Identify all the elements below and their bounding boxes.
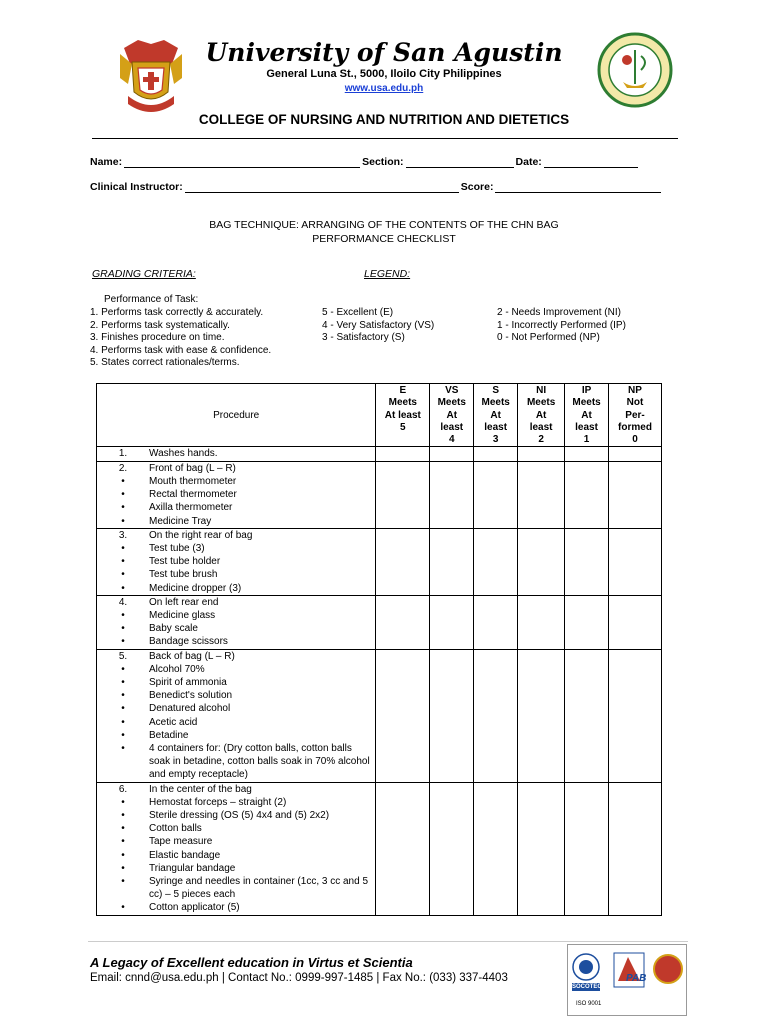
step-text: Syringe and needles in container (1cc, 3 cc and 5 cc) – 5 pieces each: [149, 875, 369, 901]
step-text: Test tube brush: [149, 569, 218, 581]
rating-cell[interactable]: [609, 782, 662, 915]
rating-cell[interactable]: [609, 461, 662, 528]
step-marker: •: [121, 796, 125, 808]
footer-motto: A Legacy of Excellent education in Virtus et Scientia: [90, 955, 413, 970]
rating-header-line: least: [484, 421, 508, 433]
step-marker: •: [121, 862, 125, 874]
procedure-step: [97, 702, 375, 715]
rating-cell[interactable]: [565, 595, 609, 649]
step-text: Test tube holder: [149, 556, 221, 568]
step-text: Cotton applicator (5): [149, 902, 240, 914]
rating-header-line: Meets: [481, 397, 510, 409]
header-divider: [92, 138, 678, 139]
rating-cell[interactable]: [430, 528, 474, 595]
rating-header-line: At: [535, 409, 547, 421]
step-text: Bandage scissors: [149, 636, 228, 648]
step-marker: 6.: [118, 783, 128, 795]
procedure-step: [97, 542, 375, 555]
step-text: Test tube (3): [149, 542, 205, 554]
legend-left-column: [322, 307, 434, 345]
step-text: Elastic bandage: [149, 849, 221, 861]
procedure-step: [97, 529, 375, 542]
rating-header-line: Meets: [526, 397, 556, 409]
grading-criteria-list: [90, 307, 271, 370]
legend-item: 1 - Incorrectly Performed (IP): [497, 319, 626, 331]
pab-label: PAB: [626, 973, 647, 984]
rating-cell[interactable]: [474, 649, 518, 782]
rating-cell[interactable]: [609, 447, 662, 461]
procedure-step: [97, 622, 375, 635]
rating-cell[interactable]: [430, 782, 474, 915]
certification-logos: [567, 944, 687, 1016]
step-marker: •: [121, 623, 125, 635]
procedure-step: [97, 501, 375, 514]
procedure-step: [97, 849, 375, 862]
step-marker: •: [121, 582, 125, 594]
step-marker: •: [121, 542, 125, 554]
rating-header-line: least: [529, 421, 553, 433]
university-name: University of San Agustin: [205, 38, 563, 67]
step-marker: •: [121, 823, 125, 835]
step-marker: •: [121, 809, 125, 821]
step-marker: •: [121, 902, 125, 914]
legend-item: 5 - Excellent (E): [322, 307, 394, 318]
step-text: Alcohol 70%: [149, 663, 205, 675]
rating-cell[interactable]: [376, 447, 430, 461]
university-address: General Luna St., 5000, Iloilo City Philippines: [266, 68, 502, 80]
step-text: Washes hands.: [149, 448, 218, 460]
procedure-step: [97, 475, 375, 488]
procedure-cell: [97, 447, 376, 461]
procedure-step: [97, 635, 375, 648]
grading-criteria-item: 5. States correct rationales/terms.: [90, 357, 240, 369]
rating-header-line: S: [492, 385, 500, 396]
step-marker: 3.: [118, 529, 128, 541]
procedure-step: [97, 822, 375, 835]
procedure-step: [97, 676, 375, 689]
procedure-cell: [97, 528, 376, 595]
legend-right-column: [497, 307, 626, 345]
footer-contact: Email: cnnd@usa.edu.ph | Contact No.: 0999-997-1485 | Fax No.: (033) 337-4403: [90, 972, 508, 984]
step-text: Hemostat forceps – straight (2): [149, 796, 287, 808]
step-text: On left rear end: [149, 596, 219, 608]
step-text: Mouth thermometer: [149, 475, 237, 487]
step-text: Medicine Tray: [149, 515, 212, 527]
step-marker: •: [121, 716, 125, 728]
step-text: Front of bag (L – R): [149, 462, 236, 474]
step-marker: •: [121, 836, 125, 848]
section-label: Section:: [362, 156, 404, 168]
step-marker: •: [121, 663, 125, 675]
rating-header-line: E: [399, 385, 407, 396]
rating-header-line: least: [440, 421, 464, 433]
instructor-score-row: [90, 181, 663, 193]
step-marker: •: [121, 690, 125, 702]
rating-cell[interactable]: [565, 447, 609, 461]
step-marker: •: [121, 636, 125, 648]
step-marker: •: [121, 515, 125, 527]
step-marker: 2.: [118, 462, 128, 474]
step-text: Betadine: [149, 729, 189, 741]
step-text: Sterile dressing (OS (5) 4x4 and (5) 2x2): [149, 809, 330, 821]
step-marker: •: [121, 502, 125, 514]
rating-cell[interactable]: [609, 528, 662, 595]
score-field[interactable]: [495, 182, 661, 193]
step-marker: •: [121, 849, 125, 861]
rating-cell[interactable]: [376, 595, 430, 649]
step-marker: •: [121, 489, 125, 501]
rating-column-header: [474, 384, 518, 447]
step-marker: •: [121, 875, 125, 887]
rating-header-line: IP: [581, 385, 592, 396]
table-row: [97, 649, 662, 782]
rating-header-line: 3: [492, 434, 499, 446]
rating-header-line: At: [490, 409, 501, 421]
grading-criteria-item: 2. Performs task systematically.: [90, 319, 230, 331]
step-marker: •: [121, 703, 125, 715]
rating-cell[interactable]: [474, 595, 518, 649]
college-seal-logo: [597, 32, 673, 108]
rating-header-line: Meets: [572, 397, 601, 409]
rating-header-line: formed: [618, 421, 652, 433]
step-text: Medicine dropper (3): [149, 582, 242, 594]
rating-cell[interactable]: [376, 528, 430, 595]
procedure-step: [97, 488, 375, 501]
college-name: COLLEGE OF NURSING AND NUTRITION AND DIETETICS: [198, 112, 570, 127]
rating-column-header: [430, 384, 474, 447]
legend-label: LEGEND:: [364, 268, 411, 280]
grading-criteria-item: 4. Performs task with ease & confidence.: [90, 344, 272, 356]
name-label: Name:: [90, 156, 123, 168]
procedure-step: [97, 809, 375, 822]
table-row: [97, 447, 662, 461]
rating-cell[interactable]: [609, 595, 662, 649]
procedure-step: [97, 835, 375, 848]
rating-cell[interactable]: [565, 782, 609, 915]
procedure-step: [97, 716, 375, 729]
procedure-step: [97, 862, 375, 875]
rating-cell[interactable]: [565, 528, 609, 595]
procedure-cell: [97, 461, 376, 528]
procedure-step: [97, 555, 375, 568]
rating-header-line: 4: [448, 434, 455, 446]
step-text: 4 containers for: (Dry cotton balls, cotton balls soak in betadine, cotton balls soak in 70% alcohol and empty receptacle): [149, 742, 370, 781]
checklist-title: [0, 218, 768, 246]
rating-header-line: 2: [538, 434, 544, 446]
table-row: [97, 595, 662, 649]
legend-item: 0 - Not Performed (NP): [497, 332, 600, 344]
rating-cell[interactable]: [474, 461, 518, 528]
step-marker: •: [121, 569, 125, 581]
rating-cell[interactable]: [474, 528, 518, 595]
rating-column-header: [376, 384, 430, 447]
rating-cell[interactable]: [376, 649, 430, 782]
procedure-cell: [97, 649, 376, 782]
step-marker: •: [121, 475, 125, 487]
procedure-step: [97, 447, 375, 460]
footer-divider: [88, 941, 688, 942]
rating-column-header: [565, 384, 609, 447]
university-website-link[interactable]: www.usa.edu.ph: [344, 83, 424, 94]
performance-checklist-table: [96, 383, 662, 916]
checklist-title-line2: PERFORMANCE CHECKLIST: [312, 233, 456, 245]
rating-cell[interactable]: [474, 782, 518, 915]
section-field[interactable]: [406, 157, 514, 168]
step-text: Cotton balls: [149, 823, 202, 835]
rating-cell[interactable]: [430, 595, 474, 649]
instructor-label: Clinical Instructor:: [90, 181, 183, 193]
step-marker: •: [121, 609, 125, 621]
rating-header-line: NP: [628, 385, 642, 396]
performance-heading: Performance of Task:: [104, 294, 199, 305]
table-row: [97, 528, 662, 595]
step-text: Denatured alcohol: [149, 703, 231, 715]
date-label: Date:: [515, 156, 542, 168]
rating-header-line: VS: [445, 385, 459, 396]
rating-header-line: Meets: [437, 397, 466, 409]
table-row: [97, 782, 662, 915]
procedure-cell: [97, 782, 376, 915]
grading-criteria-item: 1. Performs task correctly & accurately.: [90, 307, 264, 318]
procedure-step: [97, 596, 375, 609]
step-text: Acetic acid: [149, 716, 198, 728]
procedure-step: [97, 650, 375, 663]
table-row: [97, 461, 662, 528]
name-section-date-row: [90, 156, 640, 168]
procedure-step: [97, 796, 375, 809]
rating-column-header: [609, 384, 662, 447]
rating-cell[interactable]: [565, 461, 609, 528]
rating-header-line: NI: [536, 385, 547, 396]
grading-criteria-label: GRADING CRITERIA:: [92, 268, 196, 280]
score-label: Score:: [460, 181, 494, 193]
legend-item: 2 - Needs Improvement (NI): [497, 307, 621, 318]
rating-cell[interactable]: [518, 528, 565, 595]
procedure-step: [97, 729, 375, 742]
step-text: Back of bag (L – R): [149, 650, 235, 662]
rating-cell[interactable]: [376, 782, 430, 915]
procedure-step: [97, 568, 375, 581]
rating-header-line: least: [575, 421, 598, 433]
step-marker: •: [121, 729, 125, 741]
name-field[interactable]: [124, 157, 360, 168]
step-text: Benedict's solution: [149, 690, 233, 702]
date-field[interactable]: [544, 157, 638, 168]
step-marker: •: [121, 742, 125, 754]
iso-label: ISO 9001: [576, 1001, 602, 1007]
rating-column-header: [518, 384, 565, 447]
rating-header-line: Not: [626, 397, 644, 409]
rating-cell[interactable]: [430, 649, 474, 782]
rating-header-line: Per-: [625, 409, 645, 421]
step-text: Medicine glass: [149, 609, 216, 621]
rating-cell[interactable]: [518, 649, 565, 782]
procedure-step: [97, 783, 375, 796]
step-text: Axilla thermometer: [149, 502, 233, 514]
step-text: Spirit of ammonia: [149, 676, 227, 688]
rating-cell[interactable]: [518, 461, 565, 528]
rating-cell[interactable]: [474, 447, 518, 461]
table-header-row: [97, 384, 662, 447]
procedure-cell: [97, 595, 376, 649]
rating-header-line: At: [581, 409, 592, 421]
procedure-step: [97, 689, 375, 702]
step-text: Tape measure: [149, 836, 213, 848]
rating-header-line: At: [446, 409, 458, 421]
step-text: Baby scale: [149, 623, 198, 635]
rating-cell[interactable]: [430, 447, 474, 461]
rating-header-line: At least: [384, 409, 421, 421]
rating-header-line: Meets: [388, 397, 417, 409]
rating-header-line: 1: [583, 434, 590, 446]
procedure-step: [97, 875, 375, 901]
step-marker: 5.: [118, 650, 128, 662]
rating-cell[interactable]: [376, 461, 430, 528]
rating-cell[interactable]: [518, 782, 565, 915]
socotec-label: SOCOTEC: [572, 984, 602, 990]
step-text: In the center of the bag: [149, 783, 252, 795]
rating-cell[interactable]: [518, 595, 565, 649]
step-text: Rectal thermometer: [149, 489, 237, 501]
procedure-step: [97, 742, 375, 782]
step-marker: 4.: [118, 596, 128, 608]
step-marker: 1.: [118, 448, 128, 460]
instructor-field[interactable]: [185, 182, 459, 193]
legend-item: 4 - Very Satisfactory (VS): [322, 319, 435, 331]
step-marker: •: [121, 676, 125, 688]
procedure-step: [97, 462, 375, 475]
grading-criteria-item: 3. Finishes procedure on time.: [90, 332, 225, 344]
rating-cell[interactable]: [565, 649, 609, 782]
procedure-column-header: Procedure: [97, 384, 376, 447]
step-text: Triangular bandage: [149, 862, 236, 874]
rating-header-line: 0: [632, 434, 638, 446]
rating-cell[interactable]: [430, 461, 474, 528]
procedure-step: [97, 901, 375, 914]
procedure-step: [97, 515, 375, 528]
rating-cell[interactable]: [518, 447, 565, 461]
procedure-step: [97, 663, 375, 676]
procedure-step: [97, 609, 375, 622]
step-text: On the right rear of bag: [149, 529, 253, 541]
checklist-title-line1: BAG TECHNIQUE: ARRANGING OF THE CONTENTS OF THE CHN BAG: [209, 219, 559, 231]
procedure-step: [97, 582, 375, 595]
rating-header-line: 5: [400, 421, 406, 433]
legend-item: 3 - Satisfactory (S): [322, 332, 405, 344]
rating-cell[interactable]: [609, 649, 662, 782]
step-marker: •: [121, 556, 125, 568]
